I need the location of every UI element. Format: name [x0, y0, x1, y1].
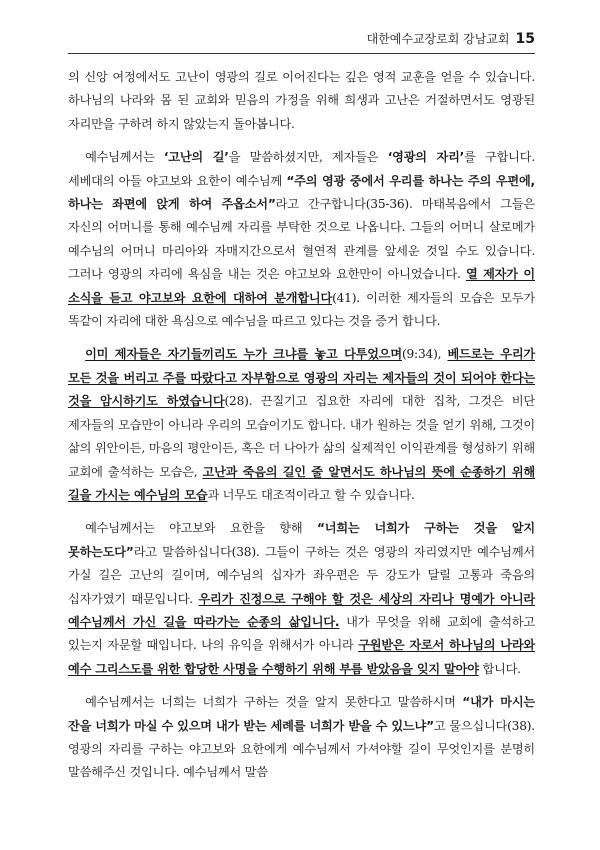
underlined-emphasis: 열 제자가 이 소식을 듣고 야고보와 요한에 대하여 분개합니다 — [68, 267, 535, 305]
scripture-quote: “너희는 너희가 구하는 것을 알지 못하는도다” — [68, 521, 535, 559]
underlined-emphasis: 구원받은 자로서 하나님의 나라와 예수 그리스도를 위한 합당한 사명을 수행하기 위해 부름 받았음을 잊지 말아야 — [68, 638, 535, 676]
quote-seat-of-glory: ‘영광의 자리’ — [387, 150, 465, 165]
text-segment: 고 물으십니다(38). 영광의 자리를 구하는 야고보와 요한에게 예수님께서 가셔야할 길이 무엇인지를 분명히 말씀해주신 것입니다. 예수님께서 말씀 — [68, 718, 535, 780]
paragraph-5 — [68, 691, 535, 785]
paragraph-3 — [68, 343, 535, 507]
text-segment: (28). 끈질기고 집요한 자리에 대한 집착, 그것은 비단 제자들의 모습만이 아니라 우리의 모습이기도 합니다. 내가 원하는 것을 얻기 위해, 그것이 삶의 위안이든, 마음의 평안이든, 혹은 더 나아가 삶의 실제적인 이익관계를 형성하기 위해 교회에 출석하는 모습은, — [68, 394, 535, 479]
text-segment: 를 구합니다. 세베대의 아들 야고보와 요한이 예수님께 — [68, 150, 535, 188]
page-number: 15 — [515, 31, 535, 47]
sermon-body — [68, 66, 535, 795]
paragraph-4 — [68, 517, 535, 681]
quote-path-of-suffering: ‘고난의 길’ — [163, 150, 229, 165]
text-segment: 을 말씀하셨지만, 제자들은 — [228, 150, 388, 165]
scripture-quote: “내가 마시는 잔을 너희가 마실 수 있으며 내가 받는 세례를 너희가 받을 수 있느냐” — [68, 695, 535, 733]
text-segment: (41). 이러한 제자들의 모습은 모두가 똑같이 자리에 대한 욕심으로 예수님을 따르고 있다는 것을 증거 합니다. — [68, 290, 535, 329]
text-segment: 예수님께서는 — [85, 150, 164, 165]
text-segment: 예수님께서는 너희는 너희가 구하는 것을 알지 못한다고 말씀하시며 — [85, 695, 463, 710]
page-header — [68, 30, 535, 54]
text-segment: 내가 무엇을 위해 교회에 출석하고 있는지 자문할 때입니다. 나의 유익을 위해서가 아니라 — [68, 614, 535, 653]
text-segment: 예수님께서는 야고보와 요한을 향해 — [85, 521, 317, 536]
text-segment: 합니다. — [478, 661, 521, 676]
church-name: 대한예수교장로회 강남교회 — [366, 32, 510, 46]
text-segment: 과 너무도 대조적이라고 할 수 있습니다. — [207, 487, 415, 502]
paragraph-2 — [68, 146, 535, 333]
paragraph-1 — [68, 66, 535, 136]
text-segment: 의 신앙 여정에서도 고난이 영광의 길로 이어진다는 깊은 영적 교훈을 얻을 수 있습니다. 하나님의 나라와 몸 된 교회와 믿음의 가정을 위해 희생과 고난은 거절하면서도 영광된 자리만을 구하려 하지 않았는지 돌아봅니다. — [68, 70, 535, 131]
underlined-emphasis: 이미 제자들은 자기들끼리도 누가 크냐를 놓고 다투었으며 — [85, 347, 402, 362]
underlined-emphasis: 고난과 죽음의 길인 줄 알면서도 하나님의 뜻에 순종하기 위해 길을 가시는 예수님의 모습 — [68, 464, 536, 502]
underlined-emphasis: 우리가 진정으로 구해야 할 것은 세상의 자리나 명예가 아니라 예수님께서 가신 길을 따라가는 순종의 삶입니다. — [68, 591, 535, 629]
text-segment: 라고 간구합니다(35-36). 마태복음에서 그들은 자신의 어머니를 통해 예수님께 자리를 부탁한 것으로 나옵니다. 그들의 어머니 살로메가 예수님의 어머니 마리아와 자매지간으로서 혈연적 관계를 앞세운 것일 수도 있습니다. 그러나 영광의 자리에 욕심을 내는 것은 야고보와 요한만이 아니었습니다. — [68, 197, 535, 282]
underlined-emphasis: 베드로는 우리가 모든 것을 버리고 주를 따랐다고 자부함으로 영광의 자리는 제자들의 것이 되어야 한다는 것을 암시하기도 하였습니다 — [68, 347, 536, 409]
text-segment: 라고 말씀하십니다(38). 그들이 구하는 것은 영광의 자리였지만 예수님께서 가실 길은 고난의 길이며, 예수님의 십자가 좌우편은 두 강도가 달릴 고통과 죽음의 십자가였기 때문입니다. — [68, 544, 535, 606]
scripture-quote: “주의 영광 중에서 우리를 하나는 주의 우편에, 하나는 좌편에 앉게 하여 주옵소서” — [68, 173, 535, 212]
text-segment: (9:34), — [401, 347, 448, 362]
